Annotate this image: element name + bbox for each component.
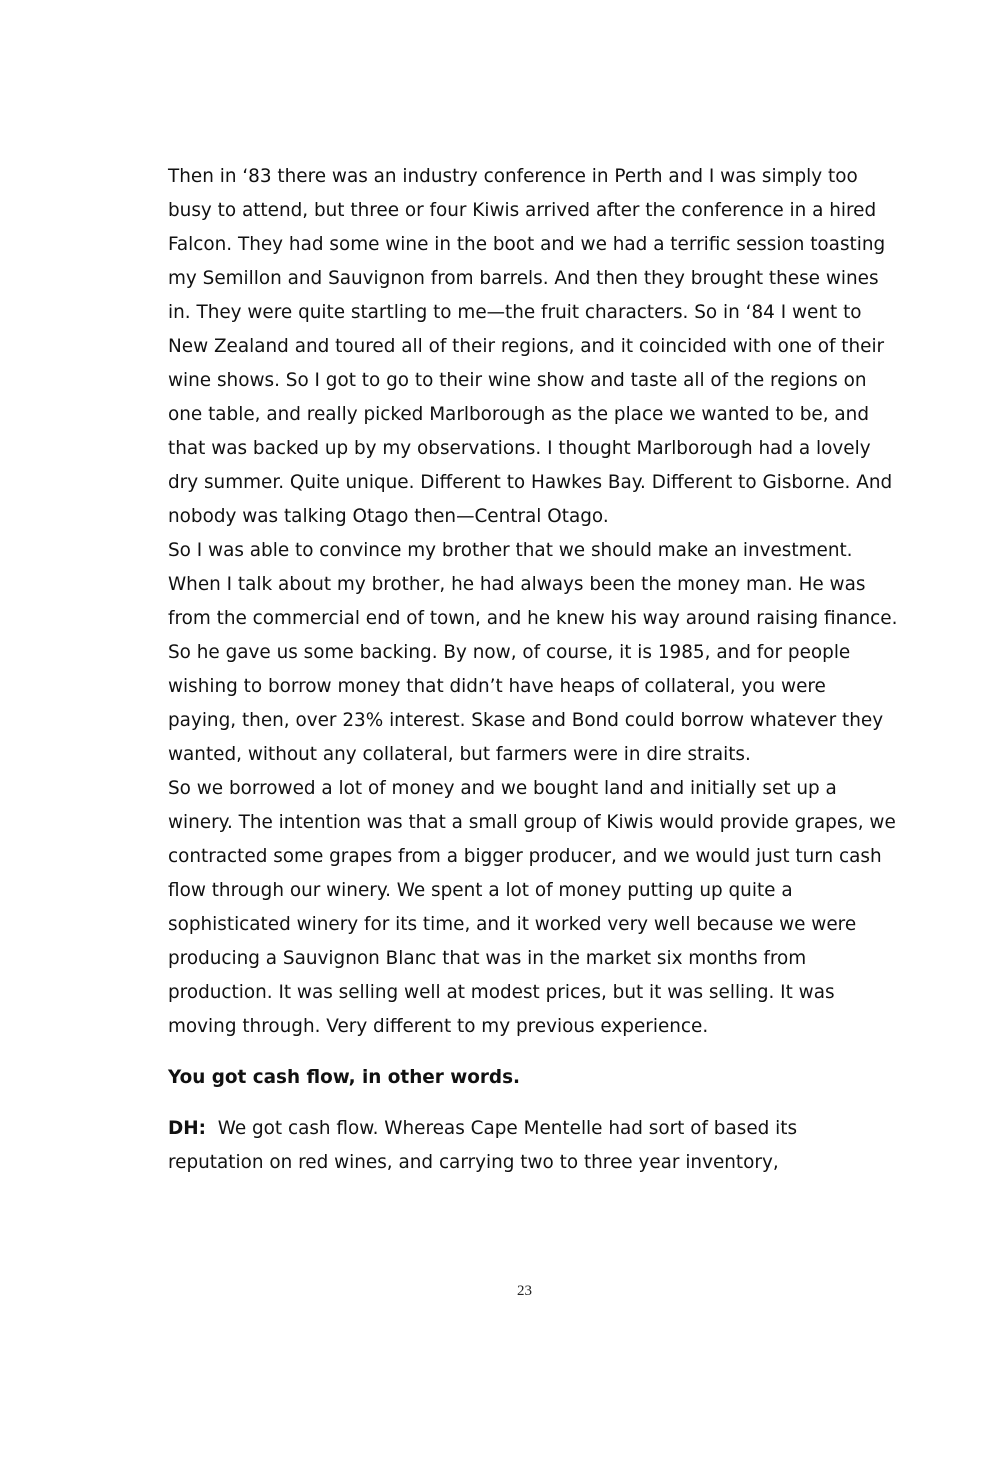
page-number: 23 — [517, 1283, 532, 1299]
transcript-body — [168, 160, 898, 1180]
interviewer-question: You got cash flow, in other words. — [168, 1067, 521, 1088]
paragraph-3: So we borrowed a lot of money and we bought land and initially set up a winery. The intention was that a small group of Kiwis would provide grapes, we contracted some grapes from a bigger producer, and we would just turn cash flow through our winery. We spent a lot of money putting up quite a sophisticated winery for its time, and it worked very well because we were producing a Sauvignon Blanc that was in the market six months from production. It was selling well at modest prices, but it was selling. It was moving through. Very different to my previous experience. — [168, 778, 896, 1037]
interviewee-answer — [168, 1112, 898, 1180]
answer-text: We got cash flow. Whereas Cape Mentelle had sort of based its reputation on red wines, and carrying two to three year inventory, — [168, 1118, 798, 1173]
paragraph-1: Then in ‘83 there was an industry conference in Perth and I was simply too busy to attend, but three or four Kiwis arrived after the conference in a hired Falcon. They had some wine in the boot and we had a terrific session toasting my Semillon and Sauvignon from barrels. And then they brought these wines in. They were quite startling to me—the fruit characters. So in ‘84 I went to New Zealand and toured all of their regions, and it coincided with one of their wine shows. So I got to go to their wine show and taste all of the regions on one table, and really picked Marlborough as the place we wanted to be, and that was backed up by my observations. I thought Marlborough had a lovely dry summer. Quite unique. Different to Hawkes Bay. Different to Gisborne. And nobody was talking Otago then—Central Otago. — [168, 166, 893, 527]
paragraph-2: So I was able to convince my brother that we should make an investment. When I talk about my brother, he had always been the money man. He was from the commercial end of town, and he knew his way around raising finance. So he gave us some backing. By now, of course, it is 1985, and for people wishing to borrow money that didn’t have heaps of collateral, you were paying, then, over 23% interest. Skase and Bond could borrow whatever they wanted, without any collateral, but farmers were in dire straits. — [168, 540, 898, 765]
speaker-label: DH: — [168, 1118, 207, 1139]
